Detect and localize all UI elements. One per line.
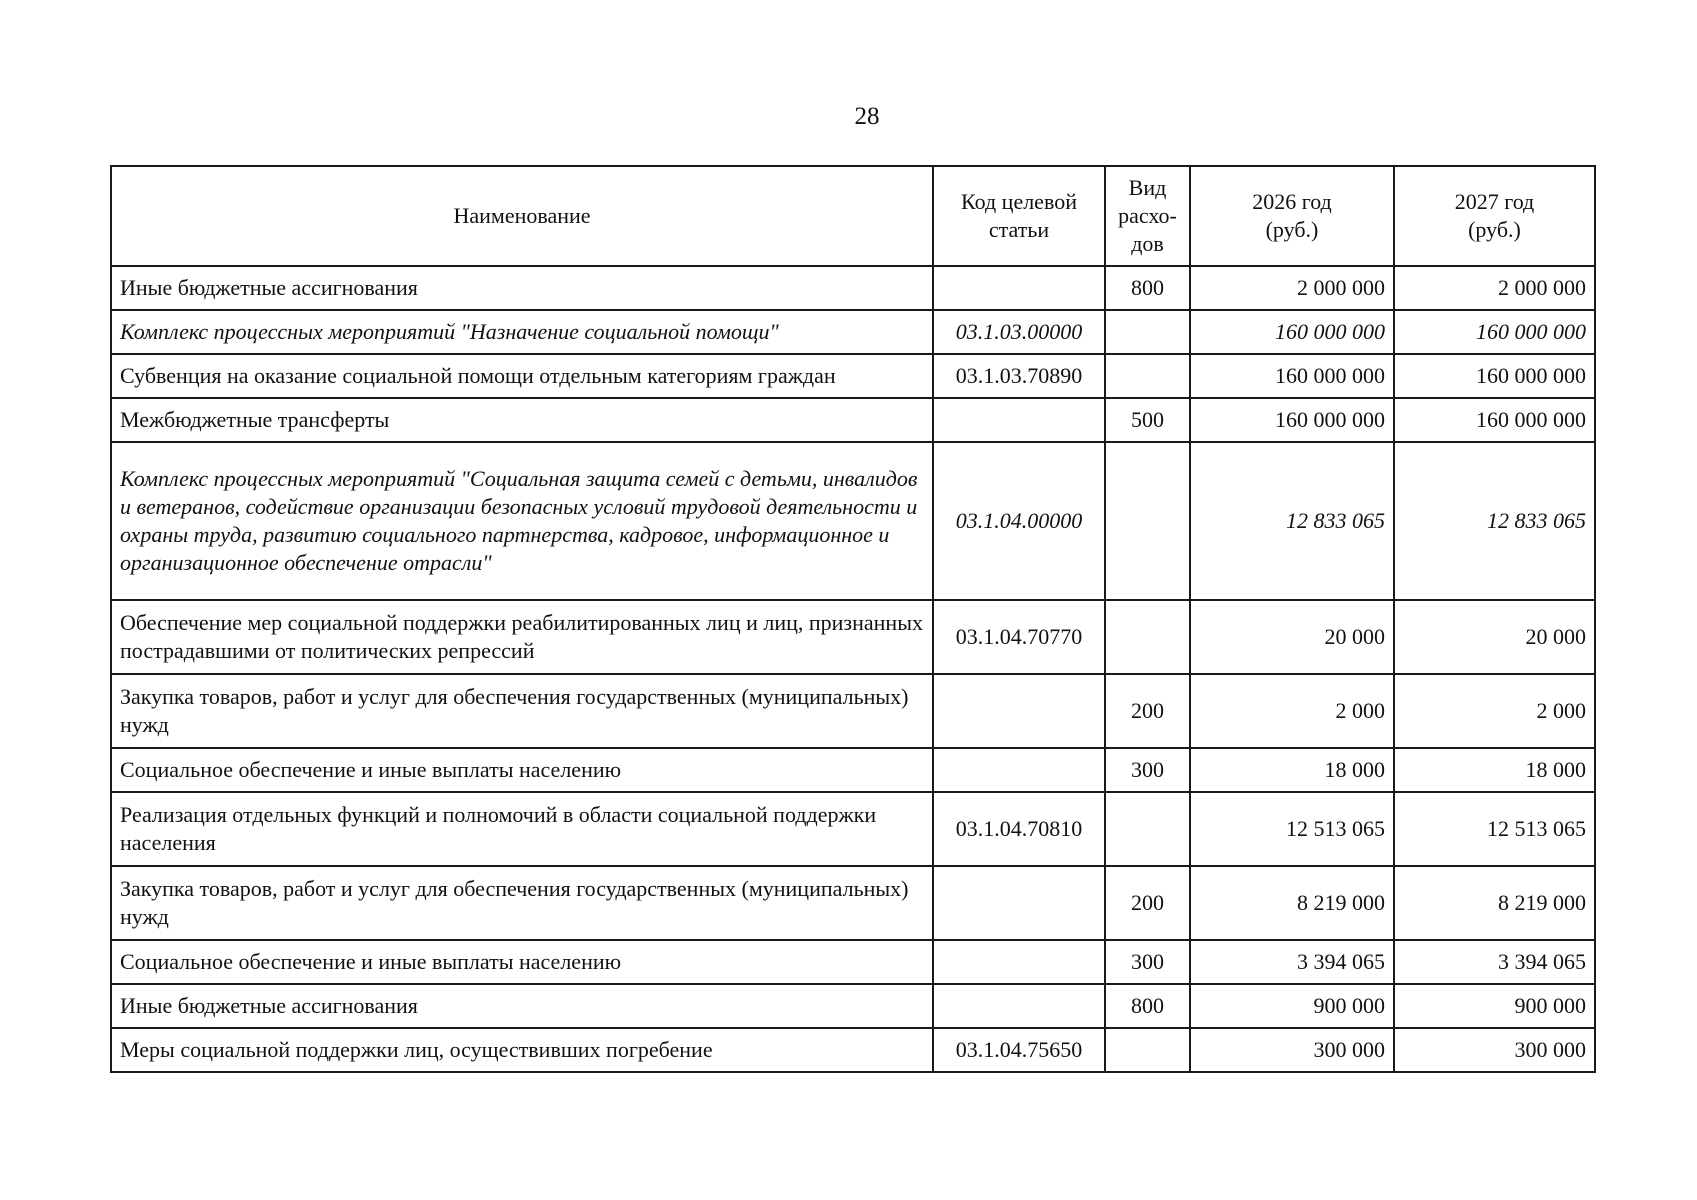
row-code [933, 674, 1105, 748]
row-amount-2027: 12 513 065 [1394, 792, 1595, 866]
row-name: Иные бюджетные ассигнования [111, 984, 933, 1028]
row-name: Комплекс процессных мероприятий "Социальная защита семей с детьми, инвалидов и ветеранов, содействие организации безопасных условий трудовой деятельности и охраны труда, развитию социального партнерства, кадровое, информационное и организационное обеспечение отрасли" [111, 442, 933, 600]
row-code [933, 398, 1105, 442]
row-code: 03.1.04.70770 [933, 600, 1105, 674]
row-name: Комплекс процессных мероприятий "Назначение социальной помощи" [111, 310, 933, 354]
row-kind [1105, 600, 1190, 674]
row-amount-2027: 8 219 000 [1394, 866, 1595, 940]
row-amount-2027: 900 000 [1394, 984, 1595, 1028]
row-name: Субвенция на оказание социальной помощи отдельным категориям граждан [111, 354, 933, 398]
table-row [111, 310, 1595, 354]
row-amount-2027: 20 000 [1394, 600, 1595, 674]
table-row [111, 792, 1595, 866]
row-name: Межбюджетные трансферты [111, 398, 933, 442]
row-kind [1105, 1028, 1190, 1072]
header-row [111, 166, 1595, 266]
row-kind [1105, 792, 1190, 866]
row-code [933, 866, 1105, 940]
row-name: Меры социальной поддержки лиц, осуществивших погребение [111, 1028, 933, 1072]
row-amount-2026: 2 000 [1190, 674, 1394, 748]
row-amount-2027: 2 000 000 [1394, 266, 1595, 310]
table-row [111, 984, 1595, 1028]
table-row [111, 866, 1595, 940]
row-code [933, 984, 1105, 1028]
row-kind: 300 [1105, 748, 1190, 792]
row-amount-2026: 160 000 000 [1190, 354, 1394, 398]
row-name: Иные бюджетные ассигнования [111, 266, 933, 310]
row-code [933, 266, 1105, 310]
row-code: 03.1.03.70890 [933, 354, 1105, 398]
row-code: 03.1.04.00000 [933, 442, 1105, 600]
row-amount-2026: 3 394 065 [1190, 940, 1394, 984]
row-kind: 800 [1105, 984, 1190, 1028]
row-kind: 300 [1105, 940, 1190, 984]
row-name: Социальное обеспечение и иные выплаты населению [111, 940, 933, 984]
budget-table [110, 165, 1596, 1073]
row-amount-2026: 8 219 000 [1190, 866, 1394, 940]
header-year-2027: 2027 год (руб.) [1394, 166, 1595, 266]
row-amount-2026: 18 000 [1190, 748, 1394, 792]
row-kind: 200 [1105, 866, 1190, 940]
table-row [111, 1028, 1595, 1072]
row-name: Закупка товаров, работ и услуг для обеспечения государственных (муниципальных) нужд [111, 674, 933, 748]
row-name: Обеспечение мер социальной поддержки реабилитированных лиц и лиц, признанных пострадавшими от политических репрессий [111, 600, 933, 674]
table-row [111, 354, 1595, 398]
row-amount-2026: 2 000 000 [1190, 266, 1394, 310]
row-name: Закупка товаров, работ и услуг для обеспечения государственных (муниципальных) нужд [111, 866, 933, 940]
row-amount-2026: 160 000 000 [1190, 310, 1394, 354]
row-amount-2026: 12 833 065 [1190, 442, 1394, 600]
header-kind: Вид расхо- дов [1105, 166, 1190, 266]
row-kind: 500 [1105, 398, 1190, 442]
table-row [111, 600, 1595, 674]
row-name: Реализация отдельных функций и полномочий в области социальной поддержки населения [111, 792, 933, 866]
table-row [111, 748, 1595, 792]
row-kind: 200 [1105, 674, 1190, 748]
row-code: 03.1.04.75650 [933, 1028, 1105, 1072]
row-amount-2027: 2 000 [1394, 674, 1595, 748]
row-code: 03.1.04.70810 [933, 792, 1105, 866]
page-number: 28 [854, 103, 880, 130]
row-kind [1105, 354, 1190, 398]
row-amount-2027: 12 833 065 [1394, 442, 1595, 600]
table-row [111, 266, 1595, 310]
row-code: 03.1.03.00000 [933, 310, 1105, 354]
table-row [111, 442, 1595, 600]
table-row [111, 674, 1595, 748]
row-amount-2027: 300 000 [1394, 1028, 1595, 1072]
row-amount-2026: 12 513 065 [1190, 792, 1394, 866]
row-kind [1105, 442, 1190, 600]
row-name: Социальное обеспечение и иные выплаты населению [111, 748, 933, 792]
header-name: Наименование [111, 166, 933, 266]
table-header [111, 166, 1595, 266]
header-code: Код целевой статьи [933, 166, 1105, 266]
row-amount-2027: 160 000 000 [1394, 354, 1595, 398]
table-row [111, 940, 1595, 984]
row-amount-2027: 18 000 [1394, 748, 1595, 792]
row-code [933, 748, 1105, 792]
table-row [111, 398, 1595, 442]
row-amount-2026: 900 000 [1190, 984, 1394, 1028]
row-kind: 800 [1105, 266, 1190, 310]
row-amount-2027: 160 000 000 [1394, 310, 1595, 354]
row-amount-2026: 20 000 [1190, 600, 1394, 674]
row-amount-2026: 160 000 000 [1190, 398, 1394, 442]
row-amount-2027: 3 394 065 [1394, 940, 1595, 984]
header-year-2026: 2026 год (руб.) [1190, 166, 1394, 266]
table-body [111, 266, 1595, 1072]
row-code [933, 940, 1105, 984]
row-kind [1105, 310, 1190, 354]
row-amount-2027: 160 000 000 [1394, 398, 1595, 442]
row-amount-2026: 300 000 [1190, 1028, 1394, 1072]
